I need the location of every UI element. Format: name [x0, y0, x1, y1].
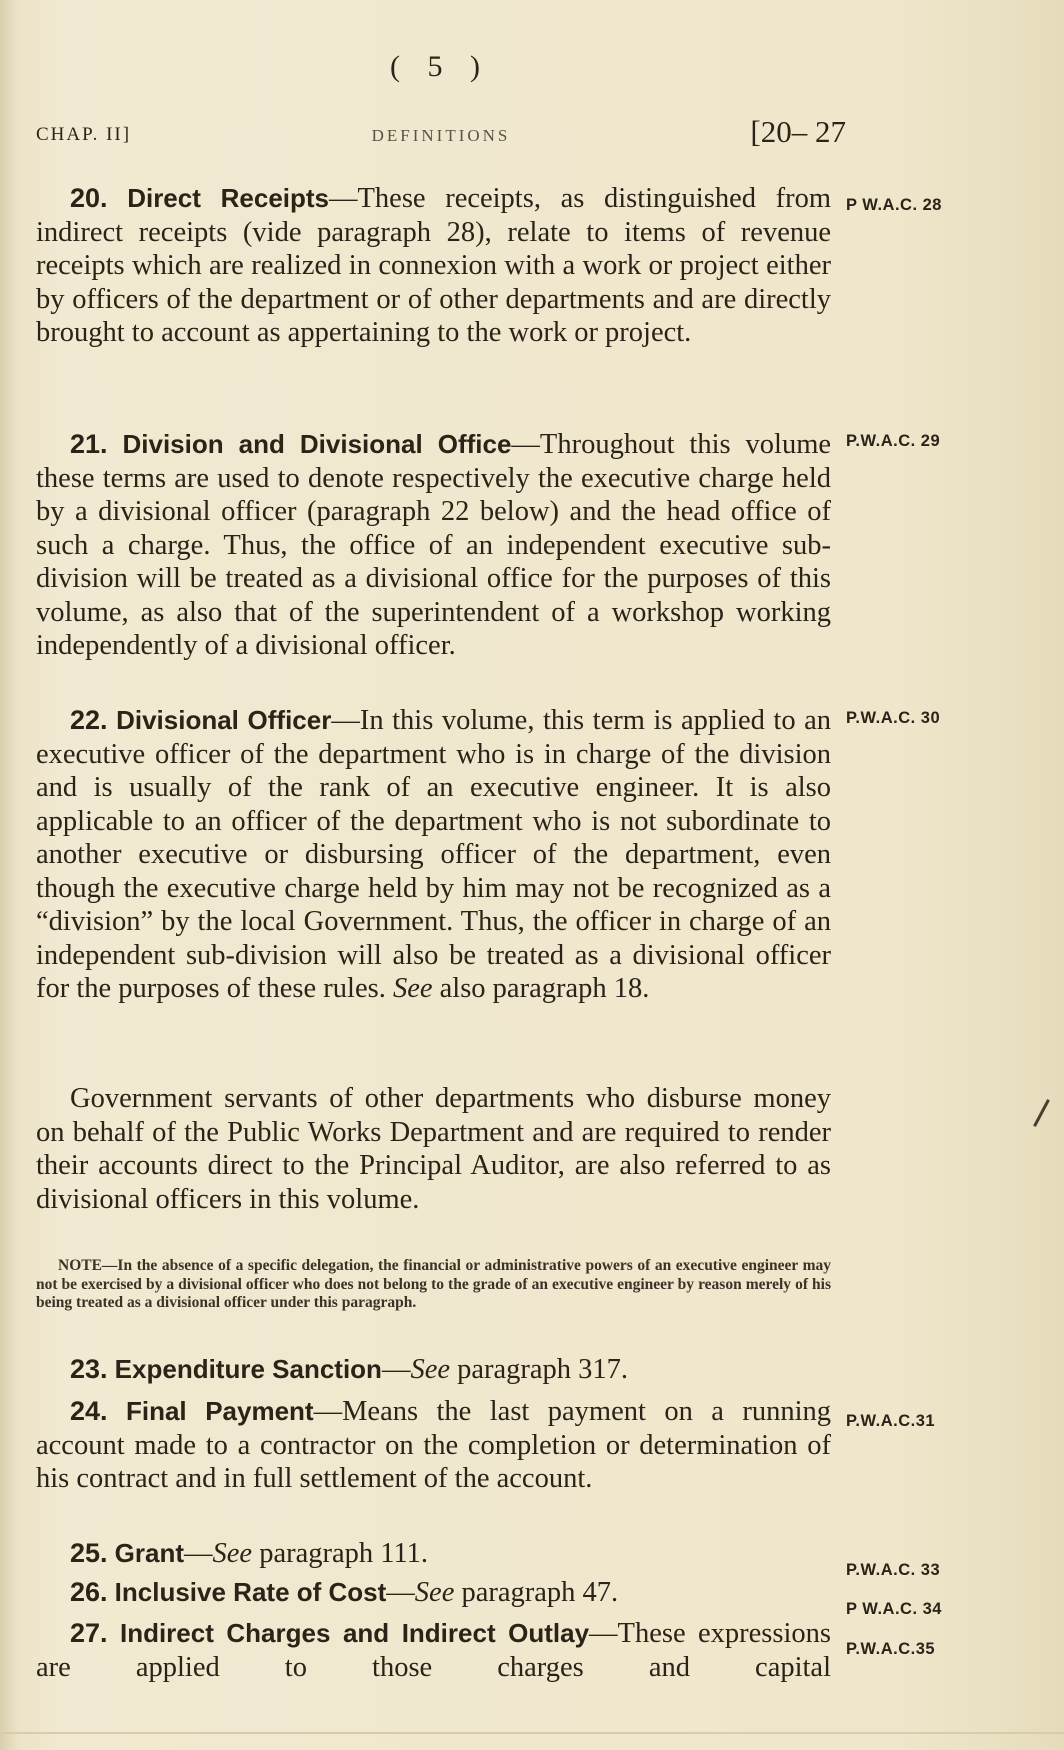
paragraph-number: 25.	[70, 1538, 108, 1568]
margin-reference: P.W.A.C.35	[846, 1640, 936, 1658]
see-reference: See	[410, 1354, 450, 1385]
paragraph-text: —	[381, 1354, 411, 1385]
paragraph-22	[36, 704, 831, 1006]
paragraph-26	[36, 1576, 831, 1610]
note-text: NOTE—In the absence of a specific delegation, the financial or administrative powers of an executive engineer may not be exercised by a divisional officer who does not belong to the grade of an executive engineer by reason merely of his being treated as a divisional officer under this paragraph.	[36, 1257, 831, 1311]
note	[36, 1257, 831, 1313]
margin-reference: P.W.A.C. 30	[846, 709, 941, 727]
paragraph-number: 20.	[70, 183, 108, 213]
margin-reference: P.W.A.C.31	[846, 1412, 936, 1430]
paragraph-term: Division and Divisional Office	[122, 429, 512, 459]
paragraph-text: —These receipts, as distinguished from indirect receipts (vide paragraph 28), relate to items of revenue receipts which are realized in connexion with a work or project either by officers of the department or of other departments and are directly brought to account as appertaining to the work or project.	[36, 183, 832, 348]
paragraph-text-end: paragraph 111.	[252, 1538, 429, 1569]
paragraph-22-continuation: Government servants of other departments who disburse money on behalf of the Public Works Department and are required to render their accounts direct to the Principal Auditor, are also referred to as divisional officers in this volume.	[36, 1083, 831, 1215]
see-reference: See	[414, 1577, 455, 1608]
paragraph-20	[36, 182, 831, 350]
paragraph-term: Final Payment	[125, 1396, 314, 1426]
chapter-label: CHAP. II]	[36, 124, 132, 145]
paragraph-number: 24.	[70, 1396, 108, 1426]
paragraph-27	[36, 1617, 831, 1684]
paragraph-text-end: paragraph 47.	[454, 1577, 619, 1608]
margin-reference: P.W.A.C. 33	[846, 1561, 941, 1579]
paragraph-text: —Means the last payment on a running account made to a contractor on the completion or determination of his contract and in full settlement of the account.	[36, 1396, 832, 1494]
paragraph-text-end: paragraph 317.	[450, 1354, 629, 1385]
paragraph-number: 22.	[70, 705, 108, 735]
paragraph-number: 23.	[70, 1354, 108, 1384]
paragraph-text-end: also paragraph 18.	[432, 973, 650, 1004]
margin-reference: P W.A.C. 28	[846, 196, 942, 214]
section-title: DEFINITIONS	[371, 126, 511, 145]
margin-reference: P.W.A.C. 29	[846, 432, 941, 450]
paragraph-text: —These expressions are applied to those charges and capital	[36, 1618, 831, 1683]
paragraph-text: —In this volume, this term is applied to an executive officer of the department who is in charge of the division and is usually of the rank of an executive engineer. It is also applicable to an officer of the department who is not subordinate to another executive or disbursing officer of the department, even though the executive charge held by him may not be recognized as a “division” by the local Government. Thus, the officer in charge of an independent sub-division will also be treated as a divisional officer for the purposes of these rules.	[36, 705, 832, 1004]
paragraph-term: Direct Receipts	[127, 183, 330, 213]
paragraph-text: —	[386, 1577, 415, 1608]
margin-reference: P W.A.C. 34	[846, 1600, 942, 1618]
see-reference: See	[212, 1538, 253, 1569]
paragraph-term: Divisional Officer	[116, 705, 332, 735]
paragraph-number: 27.	[70, 1618, 108, 1648]
paragraph-24	[36, 1395, 831, 1496]
paragraph-text: —	[184, 1538, 213, 1569]
paragraph-25	[36, 1537, 831, 1571]
paragraph-text: —Throughout this volume these terms are used to denote respectively the executive charge held by a divisional officer (paragraph 22 below) and the head office of such a charge. Thus, the office of an independent executive sub-division will be treated as a divisional office for the purposes of this volume, as also that of the superintendent of a workshop working independently of a divisional officer.	[36, 429, 832, 661]
see-reference: See	[392, 973, 433, 1004]
paragraph-21	[36, 428, 831, 663]
paragraph-term: Inclusive Rate of Cost	[114, 1577, 387, 1607]
pencil-tick-mark	[1033, 1099, 1050, 1127]
paragraph-23	[36, 1353, 831, 1387]
paragraph-term: Indirect Charges and Indirect Outlay	[119, 1618, 590, 1648]
paragraph-range: [20– 27	[750, 114, 846, 149]
paragraph-number: 21.	[70, 429, 108, 459]
page-edge-line	[0, 1732, 1064, 1734]
page-number: ( 5 )	[390, 50, 490, 83]
running-head	[36, 114, 846, 158]
paragraph-term: Expenditure Sanction	[114, 1354, 382, 1384]
paragraph-number: 26.	[70, 1577, 108, 1607]
paragraph-term: Grant	[114, 1538, 185, 1568]
